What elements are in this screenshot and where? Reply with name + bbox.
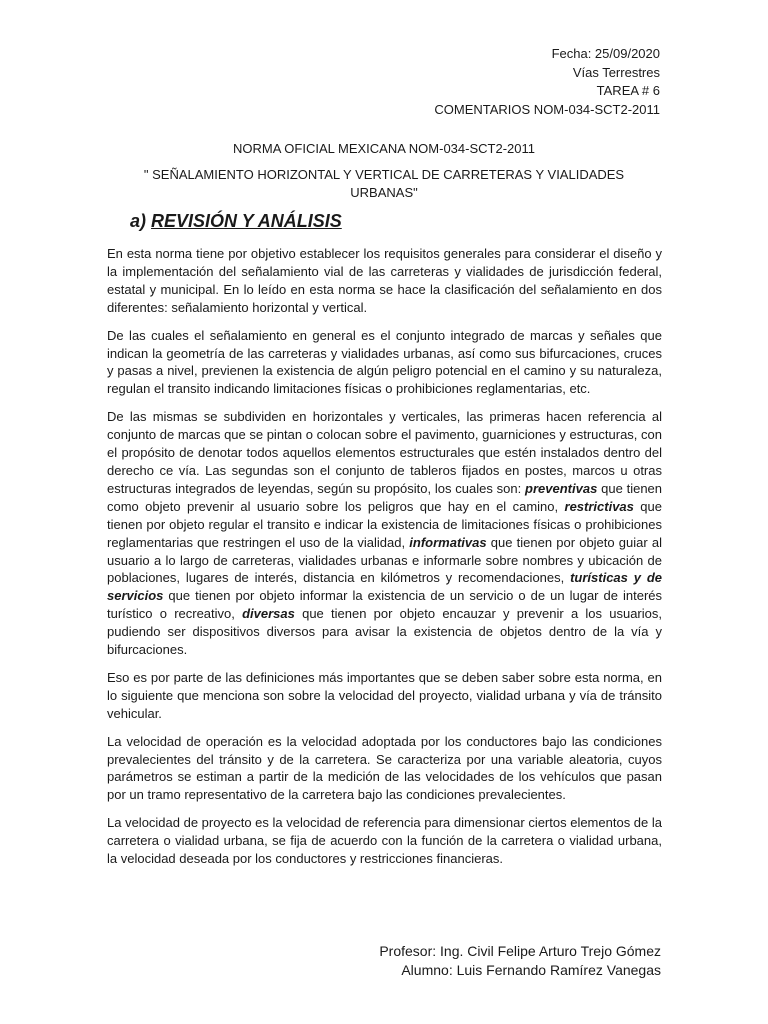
term-informativas: informativas <box>409 534 487 550</box>
section-heading <box>130 208 342 234</box>
document-body <box>107 245 662 878</box>
comments-line: COMENTARIOS NOM-034-SCT2-2011 <box>434 101 660 117</box>
paragraph-3 <box>107 408 662 659</box>
paragraph-6: La velocidad de proyecto es la velocidad de referencia para dimensionar ciertos elementos de la carretera o vialidad urbana, se fija de acuerdo con la función de la carretera o vialidad urbana, la velocidad deseada por los conductores y restricciones financieras. <box>107 815 662 867</box>
section-title: REVISIÓN Y ANÁLISIS <box>151 211 342 231</box>
norma-title: NORMA OFICIAL MEXICANA NOM-034-SCT2-2011 <box>233 141 535 156</box>
paragraph-2: De las cuales el señalamiento en general es el conjunto integrado de marcas y señales que indican la geometría de las carreteras y vialidades urbanas, así como sus bifurcaciones, cruces y pasas a nivel, previenen la existencia de algún peligro potencial en el camino y su naturaleza, regulan el transito indicando limitaciones físicas o prohibiciones reglamentarias, etc. <box>107 327 662 397</box>
term-restrictivas: restrictivas <box>564 498 634 514</box>
paragraph-4: Eso es por parte de las definiciones más importantes que se deben saber sobre esta norma, en lo siguiente que menciona son sobre la velocidad del proyecto, vialidad urbana y vía de tránsito vehicular. <box>107 669 662 721</box>
assignment-line: TAREA # 6 <box>596 83 660 98</box>
text-run: que tienen por objeto guiar al usuario a lo largo de carreteras, vialidades urbanas e informarle sobre nombres y ubicación de poblaciones, lugares de interés, distancia en kilómetros y recomendaciones, <box>107 534 663 586</box>
professor-line: Profesor: Ing. Civil Felipe Arturo Trejo Gómez <box>379 943 661 959</box>
date-line: Fecha: 25/09/2020 <box>551 46 660 61</box>
text-run: que tienen por objeto informar la existencia de un servicio o de un lugar de interés turístico o recreativo, <box>107 588 662 622</box>
text-run: que tienen por objeto encauzar y prevenir a los usuarios, pudiendo ser dispositivos diversos para avisar la existencia de objetos dentro de la vía y bifurcaciones. <box>107 606 662 658</box>
term-diversas: diversas <box>242 606 295 622</box>
student-line: Alumno: Luis Fernando Ramírez Vanegas <box>401 962 661 978</box>
section-marker: a) <box>130 211 147 231</box>
paragraph-5: La velocidad de operación es la velocidad adoptada por los conductores bajo las condiciones prevalecientes del tránsito y de la carretera. Se caracteriza por una variable aleatoria, cuyos parámetros se estiman a partir de la medición de las velocidades de los vehículos que pasan por un tramo representativo de la carretera bajo las condiciones prevalecientes. <box>107 733 662 803</box>
paragraph-1: En esta norma tiene por objetivo establecer los requisitos generales para considerar el diseño y la implementación del señalamiento vial de las carreteras y vialidades de jurisdicción federal, estatal y municipal. En lo leído en esta norma se hace la clasificación del señalamiento en dos diferentes: señalamiento horizontal y vertical. <box>107 246 662 315</box>
text-run: que tienen por objeto regular el transito e indicar la existencia de limitaciones físicas o prohibiciones reglamentarias que restringen el uso de la vialidad, <box>107 498 662 550</box>
course-line: Vías Terrestres <box>572 64 660 80</box>
text-run: De las mismas se subdividen en horizontales y verticales, las primeras hacen referencia al conjunto de marcas que se pintan o colocan sobre el pavimento, guarniciones y estructuras, con el propósito de denotar todos aquellos elementos estructurales que estén instalados dentro del derecho ce vía. Las segundas son el conjunto de tableros fijados en postes, marcos u otras estructuras integrados de leyendas, según su propósito, los cuales son: <box>107 409 662 496</box>
document-footer <box>379 942 661 980</box>
document-header <box>434 45 660 119</box>
text-run: que tienen como objeto prevenir al usuario sobre los peligros que hay en el camino, <box>107 480 663 514</box>
term-preventivas: preventivas <box>525 480 598 496</box>
term-turisticas: turísticas y de servicios <box>107 570 662 604</box>
norma-subtitle: " SEÑALAMIENTO HORIZONTAL Y VERTICAL DE CARRETERAS Y VIALIDADES URBANAS" <box>143 167 625 200</box>
